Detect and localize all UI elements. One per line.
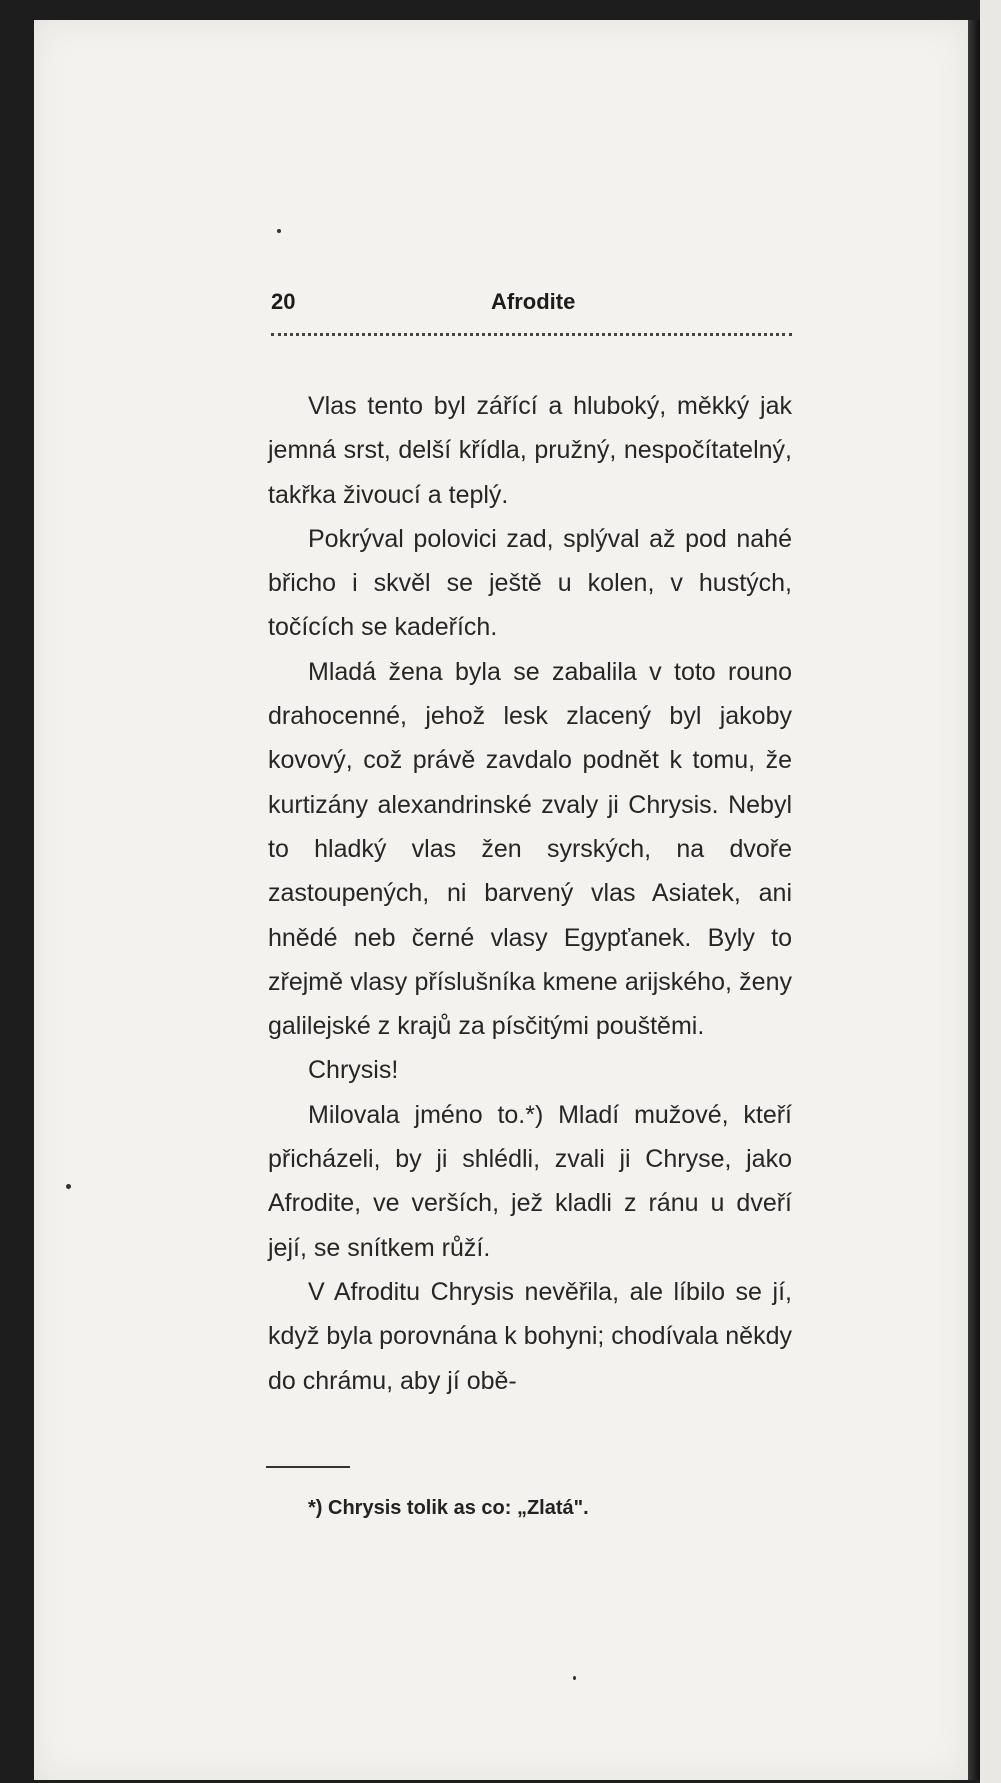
paragraph: Milovala jméno to.*) Mladí mužové, kteří přicházeli, by ji shlédli, zvali ji Chryse, jako Afrodite, ve verších, jež kladli z ránu u dveří její, se snítkem růží. [268, 1100, 792, 1262]
dust-speck [573, 1676, 576, 1680]
paragraph: Chrysis! [308, 1056, 399, 1085]
page-number: 20 [271, 289, 296, 314]
dust-speck [277, 229, 281, 233]
paragraph: Mladá žena byla se zabalila v toto rouno drahocenné, jehož lesk zlacený byl jakoby kovový, což právě zavdalo podnět k tomu, že kurtizány alexandrinské zvaly ji Chrysis. Nebyl to hladký vlas žen syrských, na dvoře zastoupených, ni barvený vlas Asiatek, ani hnědé neb černé vlasy Egypťanek. Byly to zřejmě vlasy příslušníka kmene arijského, ženy galilejské z krajů za písčitými pouštěmi. [268, 657, 792, 1041]
paragraph: Pokrýval polovici zad, splýval až pod nahé břicho i skvěl se ještě u kolen, v hustých, točících se kadeřích. [268, 524, 792, 642]
running-title: Afrodite [491, 289, 576, 314]
page-edge-shadow [968, 20, 980, 1780]
footnote-rule [266, 1466, 350, 1468]
paragraph: V Afroditu Chrysis nevěřila, ale líbilo se jí, když byla porovnána k bohyni; chodívala někdy do chrámu, aby jí obě- [268, 1277, 792, 1395]
dust-speck [66, 1184, 71, 1189]
scanner-margin [980, 0, 1001, 1783]
body-text [268, 384, 792, 1403]
paragraph: Vlas tento byl zářící a hluboký, měkký jak jemná srst, delší křídla, pružný, nespočítatelný, takřka živoucí a teplý. [268, 392, 792, 509]
footnote: *) Chrysis tolik as co: „Zlatá". [308, 1497, 589, 1519]
header-dotted-rule [271, 333, 792, 336]
running-header [271, 289, 792, 325]
